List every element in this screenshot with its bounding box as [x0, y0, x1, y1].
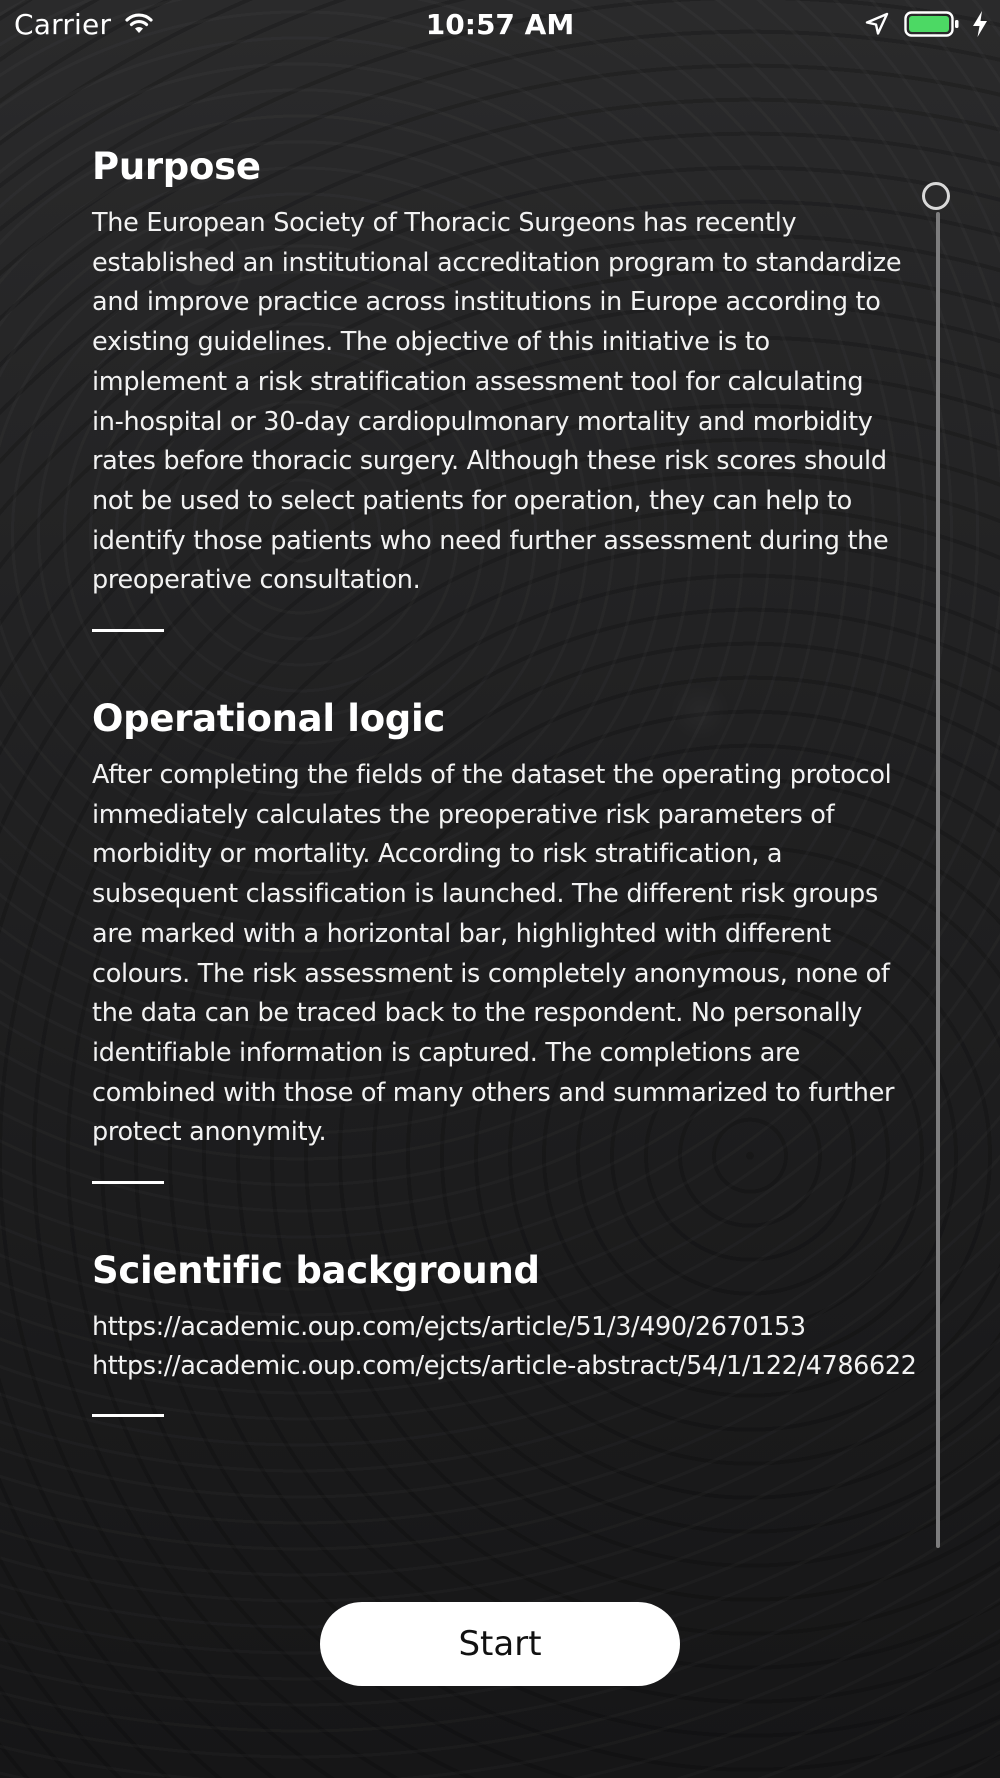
- purpose-section: [92, 140, 902, 632]
- operational-logic-text: After completing the fields of the dataset the operating protocol immediately calculates the preoperative risk parameters of morbidity or mortality. According to risk stratification, a subsequent classification is launched. The different risk groups are marked with a horizontal bar, highlighted with different colours. The risk assessment is completely anonymous, none of the data can be traced back to the respondent. No personally identifiable information is captured. The completions are combined with those of many others and summarized to further protect anonymity.: [92, 760, 895, 1148]
- purpose-text: The European Society of Thoracic Surgeons has recently established an institutional accreditation program to standardize and improve practice across institutions in Europe according to existing guidelines. The objective of this initiative is to implement a risk stratification assessment tool for calculating in-hospital or 30-day cardiopulmonary mortality and morbidity rates before thoracic surgery. Although these risk scores should not be used to select patients for operation, they can help to identify those patients who need further assessment during the preoperative consultation.: [92, 208, 902, 596]
- info-content: [92, 140, 917, 1417]
- carrier-label: Carrier: [14, 8, 112, 41]
- bolt-icon: [970, 9, 990, 39]
- reference-link-2[interactable]: https://academic.oup.com/ejcts/article-abstract/54/1/122/4786622: [92, 1351, 917, 1382]
- scroll-thumb[interactable]: [922, 182, 950, 210]
- scroll-track[interactable]: [936, 212, 940, 1548]
- status-bar: [0, 0, 1000, 50]
- location-arrow-icon: [864, 11, 890, 37]
- scientific-background-title: Scientific background: [92, 1249, 540, 1293]
- operational-logic-title: Operational logic: [92, 697, 446, 741]
- operational-logic-section: [92, 692, 902, 1184]
- start-button[interactable]: Start: [320, 1602, 680, 1686]
- reference-links: [92, 1308, 917, 1386]
- purpose-title: Purpose: [92, 145, 261, 188]
- battery-icon: [904, 10, 960, 38]
- section-divider: [92, 1414, 164, 1417]
- status-time: 10:57 AM: [425, 8, 575, 41]
- scientific-background-section: [92, 1244, 917, 1417]
- reference-link-1[interactable]: https://academic.oup.com/ejcts/article/51/3/490/2670153: [92, 1312, 806, 1343]
